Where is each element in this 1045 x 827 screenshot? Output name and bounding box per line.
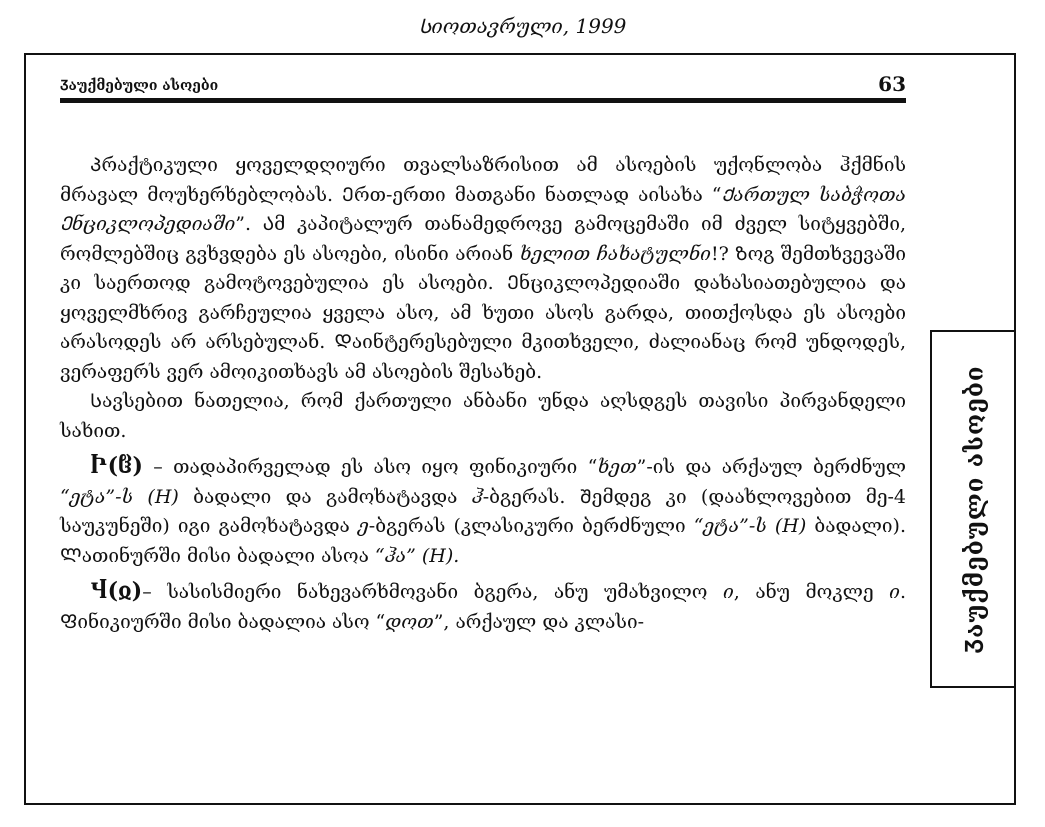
- letter-heading: Ⴣ(ჲ): [90, 578, 143, 604]
- side-tab-label: Ჳაუქმებული ასოები: [959, 364, 989, 654]
- side-tab: [930, 330, 1016, 688]
- header-rule: [60, 98, 906, 103]
- figure-caption: Სიოთავრული, 1999: [418, 14, 627, 38]
- running-title: Ჳაუქმებული ასოები: [60, 78, 219, 94]
- paragraph-2: Სავსებით ნათელია, რომ ქართული ანბანი უნდა აღსდგეს თავისი პირვანდელი სახით.: [60, 390, 906, 442]
- paragraph-letter-ie: Ⴣ(ჲ)– სასისმიერი ნახევარხმოვანი ბგერა, ანუ უმახვილო ი, ანუ მოკლე ი. Ფინიკიურში მისი ბადალია ასო “დოთ”, არქაულ და კლასი-: [60, 578, 906, 633]
- paragraph-letter-he: Ⴡ(ჱ) – თადაპირველად ეს ასო იყო ფინიკიური “ხეთ”-ის და არქაულ ბერძნულ “ეტა”-ს (H) ბადალი და გამოხატავდა ჰ-ბგერას. Შემდეგ კი (დაახლოვებით მე-4 საუკუნეში) იგი გამოხატავდა ე-ბგერას (კლასიკური ბერძნული “ეტა”-ს (H) ბადალი). Ლათინურში მისი ბადალი ასოა “ჰა” (H).: [60, 453, 906, 567]
- scanned-page: [24, 53, 1016, 805]
- body-text: [60, 151, 906, 637]
- running-head: [60, 69, 906, 95]
- page-number: 63: [878, 72, 906, 96]
- paragraph-1: Პრაქტიკული ყოველდღიური თვალსაზრისით ამ ასოების უქონლობა ჰქმნის მრავალ მოუხერხებლობას. Ერთ-ერთი მათგანი ნათლად აისახა “Ქართულ საბჭოთა Ენციკლოპედიაში”. Ამ კაპიტალურ თანამედროვე გამოცემაში იმ ძველ სიტყვებში, რომლებშიც გვხვდება ეს ასოები, ისინი არიან ხელით ჩახატულნი!? Ზოგ შემთხვევაში კი საერთოდ გამოტოვებულია ეს ასოები. Ენციკლოპედიაში დახასიათებულია და ყოველმხრივ გარჩეულია ყველა ასო, ამ ხუთი ასოს გარდა, თითქოსდა ეს ასოები არასოდეს არ არსებულან. Დაინტერესებული მკითხველი, ძალიანაც რომ უნდოდეს, ვერაფერს ვერ ამოიკითხავს ამ ასოების შესახებ.: [60, 154, 906, 383]
- letter-heading: Ⴡ(ჱ): [90, 453, 143, 479]
